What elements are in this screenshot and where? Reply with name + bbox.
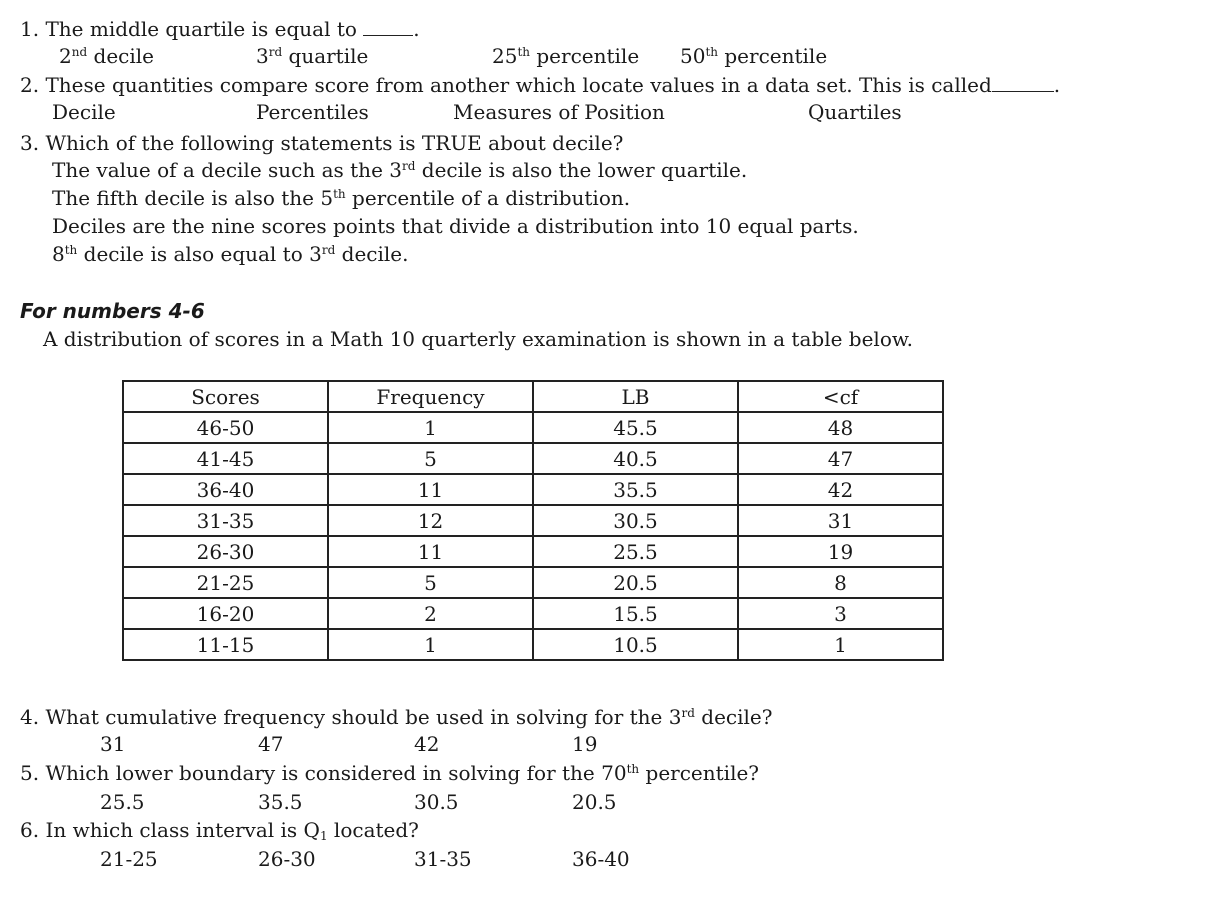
answer-blank	[992, 73, 1054, 92]
q5-option-c[interactable]: 30.5	[414, 790, 459, 814]
q6-option-d[interactable]: 36-40	[572, 847, 630, 871]
q4-option-d[interactable]: 19	[572, 732, 598, 756]
question-text: Which of the following statements is TRUE about decile?	[45, 131, 624, 155]
table-row: 11-15 1 10.5 1	[123, 629, 943, 660]
question-6: 6. In which class interval is $Q_1$ located?	[20, 818, 419, 843]
q5-option-b[interactable]: 35.5	[258, 790, 303, 814]
q3-option-d[interactable]: 8th decile is also equal to 3rd decile.	[52, 242, 409, 266]
q4-option-a[interactable]: 31	[100, 732, 126, 756]
q2-option-a[interactable]: Decile	[52, 100, 116, 124]
q5-option-d[interactable]: 20.5	[572, 790, 617, 814]
q5-option-a[interactable]: 25.5	[100, 790, 145, 814]
table-row: 16-20 2 15.5 3	[123, 598, 943, 629]
table-row: 46-50 1 45.5 48	[123, 412, 943, 443]
table-row: 36-40 11 35.5 42	[123, 474, 943, 505]
question-number: 2.	[20, 73, 40, 97]
header-lb: LB	[533, 381, 738, 412]
question-number: 4.	[20, 705, 40, 729]
q1-option-c[interactable]: 25th percentile	[492, 44, 640, 68]
q2-option-b[interactable]: Percentiles	[256, 100, 369, 124]
table-row: 26-30 11 25.5 19	[123, 536, 943, 567]
score-distribution-table	[122, 380, 944, 661]
q3-option-c[interactable]: Deciles are the nine scores points that divide a distribution into 10 equal parts.	[52, 214, 859, 238]
question-number: 3.	[20, 131, 40, 155]
question-2: 2. These quantities compare score from another which locate values in a data set. This is called .	[20, 73, 1061, 97]
question-3	[20, 130, 623, 156]
q6-option-c[interactable]: 31-35	[414, 847, 472, 871]
q2-option-c[interactable]: Measures of Position	[453, 100, 665, 124]
table-row: 31-35 12 30.5 31	[123, 505, 943, 536]
question-number: 6.	[20, 818, 40, 842]
question-4: 4. What cumulative frequency should be used in solving for the 3rd decile?	[20, 705, 773, 729]
section-description: A distribution of scores in a Math 10 quarterly examination is shown in a table below.	[43, 327, 913, 351]
q4-option-b[interactable]: 47	[258, 732, 284, 756]
q2-option-d[interactable]: Quartiles	[808, 100, 902, 124]
question-number: 5.	[20, 761, 40, 785]
section-heading: For numbers 4-6	[20, 299, 205, 323]
q1-option-a[interactable]: 2nd decile	[59, 44, 154, 68]
header-scores: Scores	[123, 381, 328, 412]
answer-blank	[363, 17, 413, 36]
q3-option-b[interactable]: The fifth decile is also the 5th percentile of a distribution.	[52, 186, 631, 210]
question-5: 5. Which lower boundary is considered in solving for the 70th percentile?	[20, 761, 760, 785]
question-number: 1.	[20, 17, 40, 41]
q1-option-d[interactable]: 50th percentile	[680, 44, 828, 68]
question-1: 1. The middle quartile is equal to .	[20, 17, 420, 41]
table-row: 41-45 5 40.5 47	[123, 443, 943, 474]
q6-option-b[interactable]: 26-30	[258, 847, 316, 871]
table-header-row	[123, 381, 943, 412]
header-cf: <cf	[738, 381, 943, 412]
question-text: These quantities compare score from another which locate values in a data set. This is called	[45, 73, 992, 97]
q1-option-b[interactable]: 3rd quartile	[256, 44, 369, 68]
q3-option-a[interactable]: The value of a decile such as the 3rd decile is also the lower quartile.	[52, 158, 748, 182]
question-text: The middle quartile is equal to	[45, 17, 357, 41]
header-frequency: Frequency	[328, 381, 533, 412]
q4-option-c[interactable]: 42	[414, 732, 440, 756]
q6-option-a[interactable]: 21-25	[100, 847, 158, 871]
table-row: 21-25 5 20.5 8	[123, 567, 943, 598]
